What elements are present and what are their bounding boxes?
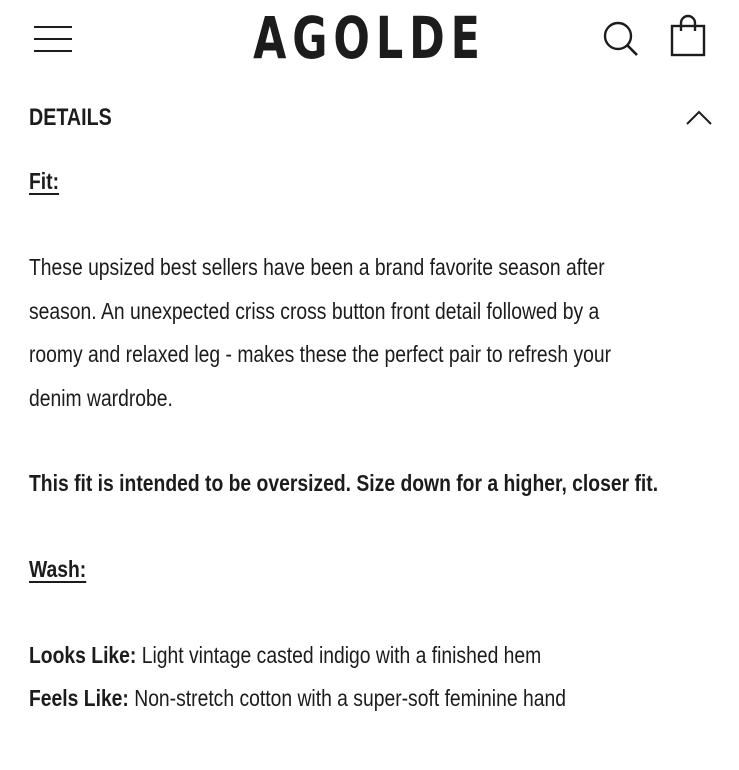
description-line: roomy and relaxed leg - makes these the perfect pair to refresh your xyxy=(29,341,612,367)
looks-like-line xyxy=(29,634,541,678)
fit-description xyxy=(29,246,611,420)
looks-like-value: Light vintage casted indigo with a finished hem xyxy=(136,642,542,668)
site-header xyxy=(0,0,739,80)
looks-like-label: Looks Like: xyxy=(29,642,137,668)
details-accordion-toggle[interactable] xyxy=(29,98,713,142)
feels-like-value: Non-stretch cotton with a super-soft feminine hand xyxy=(128,685,566,711)
search-icon[interactable] xyxy=(602,20,640,58)
shopping-bag-icon[interactable] xyxy=(669,14,707,58)
hamburger-menu-icon[interactable] xyxy=(34,24,74,54)
fit-heading: Fit: xyxy=(29,168,60,194)
feels-like-label: Feels Like: xyxy=(29,685,129,711)
details-title: DETAILS xyxy=(29,104,112,131)
chevron-up-icon[interactable] xyxy=(685,108,713,126)
brand-logo[interactable]: AGOLDE xyxy=(253,4,486,72)
description-line: denim wardrobe. xyxy=(29,384,173,411)
description-line: season. An unexpected criss cross button front detail followed by a xyxy=(29,297,600,324)
feels-like-line xyxy=(29,677,566,721)
fit-note: This fit is intended to be oversized. Size down for a higher, closer fit. xyxy=(29,470,659,496)
description-line: These upsized best sellers have been a brand favorite season after xyxy=(29,254,605,280)
wash-heading: Wash: xyxy=(29,556,87,582)
